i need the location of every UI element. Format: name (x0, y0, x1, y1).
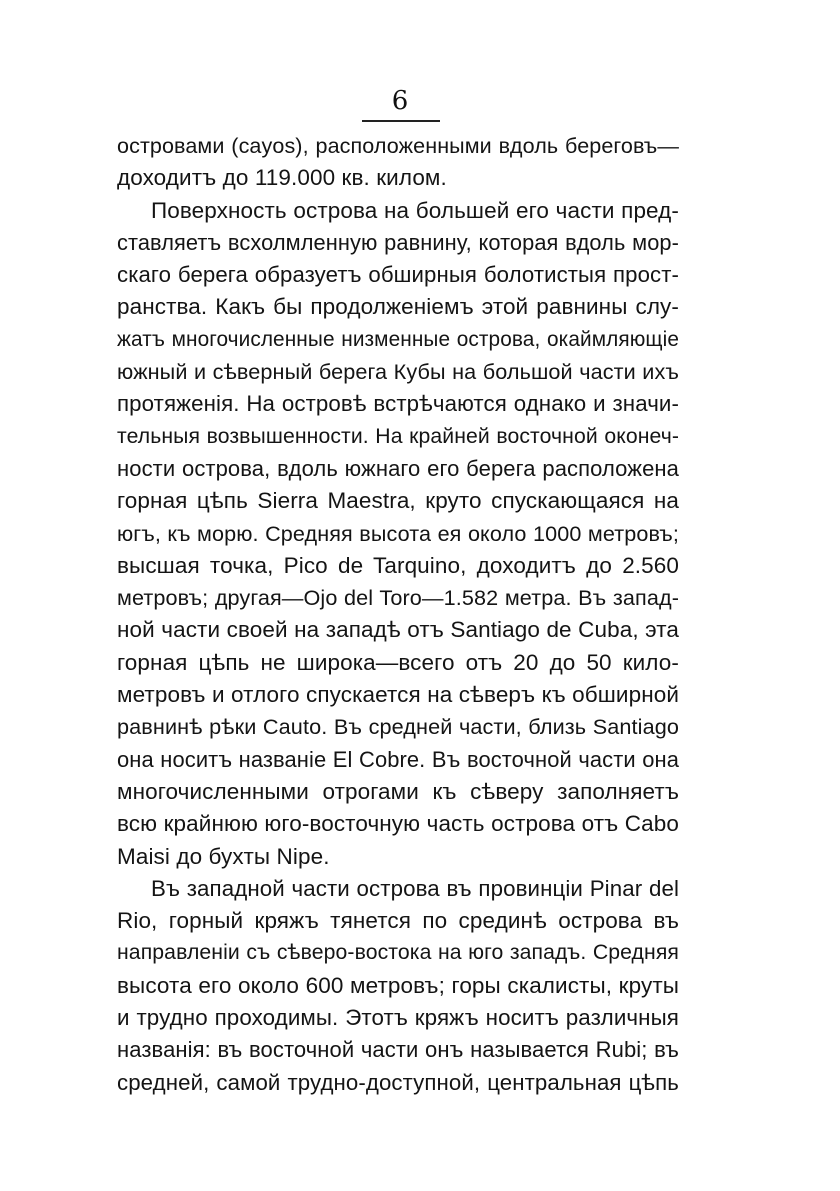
text-line: южный и сѣверный берега Кубы на большой части ихъ (117, 359, 679, 385)
text-line: равнинѣ рѣки Cauto. Въ средней части, близь Santiago (117, 714, 679, 740)
text-line: горная цѣпь не широка—всего отъ 20 до 50 кило- (117, 649, 679, 675)
text-line: всю крайнюю юго-восточную часть острова отъ Cabo (117, 811, 679, 837)
text-line: и трудно проходимы. Этотъ кряжъ носитъ различныя (117, 1005, 679, 1031)
text-line: жатъ многочисленные низменные острова, окаймляющіе (117, 327, 679, 351)
text-line: направленіи съ сѣверо-востока на юго западъ. Средняя (117, 941, 679, 965)
text-line: ранства. Какъ бы продолженіемъ этой равнины слу- (117, 294, 679, 320)
text-line: скаго берега образуетъ обширныя болотистыя прост- (117, 262, 679, 288)
text-line: многочисленными отрогами къ сѣверу заполняетъ (117, 778, 679, 804)
text-line: островами (cayos), расположенными вдоль береговъ— (117, 134, 679, 158)
text-line: протяженія. На островѣ встрѣчаются однако и значи- (117, 391, 679, 417)
text-line: Maisi до бухты Nipe. (117, 843, 330, 869)
text-line: она носитъ названіе El Cobre. Въ восточной части она (117, 746, 679, 772)
text-line: доходитъ до 119.000 кв. килом. (117, 165, 447, 191)
body-text (117, 130, 679, 1099)
text-line: высшая точка, Pico de Tarquino, доходитъ до 2.560 (117, 552, 679, 578)
page-number-rule (362, 120, 440, 122)
text-line: метровъ; другая—Ojo del Toro—1.582 метра. Въ запад- (117, 585, 679, 611)
text-line: названія: въ восточной части онъ называется Rubi; въ (117, 1037, 679, 1063)
text-line: ставляетъ всхолмленную равнину, которая вдоль мор- (117, 229, 679, 255)
text-line: средней, самой трудно-доступной, центральная цѣпь (117, 1069, 679, 1095)
text-line: высота его около 600 метровъ; горы скалисты, круты (117, 972, 679, 998)
text-line: Rio, горный кряжъ тянется по срединѣ острова въ (117, 908, 679, 934)
text-line: югъ, къ морю. Средняя высота ея около 1000 метровъ; (117, 520, 679, 546)
text-line: тельныя возвышенности. На крайней восточной оконеч- (117, 424, 679, 448)
text-line: ности острова, вдоль южнаго его берега расположена (117, 455, 679, 481)
page-header (350, 86, 450, 116)
text-line: метровъ и отлого спускается на сѣверъ къ обширной (117, 682, 679, 708)
page-number: 6 (391, 86, 409, 116)
text-line: Поверхность острова на большей его части пред- (151, 197, 679, 223)
text-line: горная цѣпь Sierra Maestra, круто спускающаяся на (117, 488, 679, 514)
text-line: ной части своей на западѣ отъ Santiago de Cuba, эта (117, 617, 679, 643)
text-line: Въ западной части острова въ провинціи Pinar del (151, 875, 679, 901)
